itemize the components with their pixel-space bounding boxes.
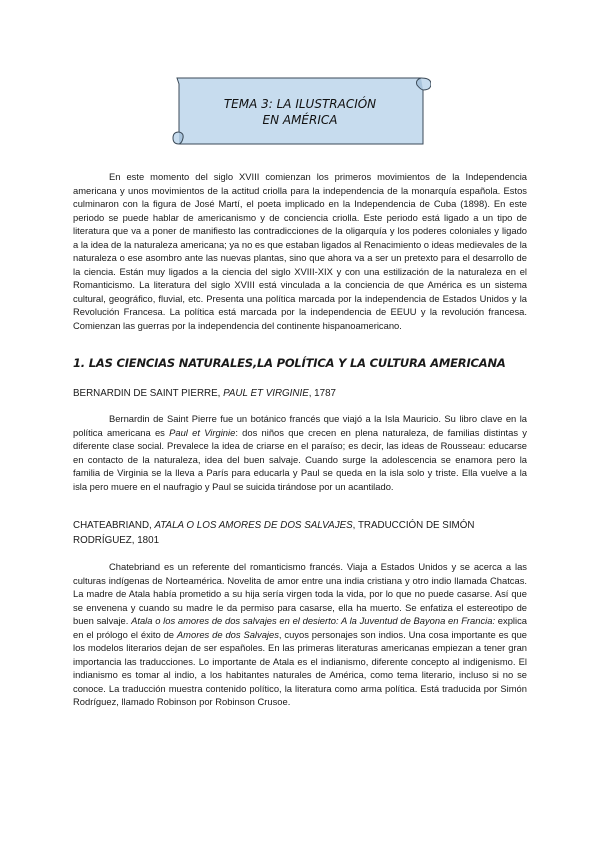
bernardin-paragraph [73,412,527,493]
intro-paragraph [73,170,527,332]
title-line-1: TEMA 3: LA ILUSTRACIÓN [223,97,377,111]
bernardin-work-title: PAUL ET VIRGINIE [223,388,309,399]
section-1-heading: 1. LAS CIENCIAS NATURALES,LA POLÍTICA Y LA CULTURA AMERICANA [73,356,506,370]
page-title [169,96,431,128]
title-scroll-banner [169,72,431,152]
chateaubriand-work-title: ATALA O LOS AMORES DE DOS SALVAJES [154,520,353,531]
bernardin-text-work: Paul et Virginie [169,426,236,438]
intro-text: En este momento del siglo XVIII comienzan los primeros movimientos de la Independencia americana y unos movimientos de la actitud criolla para la independencia de la monarquía española. Estos culminaron con la figura de José Martí, el poeta implicado en la Independencia de Cuba (1898). En este periodo se puede hablar de americanismo y de conciencia criolla. Este periodo está ligado a un tipo de literatura que va a poner de manifiesto las contradicciones de la oligarquía y los poderes coloniales y ligado a la idea de la naturaleza americana; ya no es que estaban ligados al Renacimiento o ideas medievales de la naturaleza o ese asombro ante las nuevas plantas, sino que ahora va a ser un pretexto para el desarrollo de la ciencia. Están muy ligados a la ciencia del siglo XVIII-XIX y con una estilización de la naturaleza en el Romanticismo. La literatura del siglo XVIII está vinculada a la conciencia de que América es un sistema cultural, geográfico, fluvial, etc. Presenta una política marcada por la independencia de Estados Unidos y la Revolución Francesa. La política está marcada por la independencia de EEUU y la revolución francesa. Comienzan las guerras por la independencia del continente hispanoamericano. [73,171,527,331]
title-line-2: EN AMÉRICA [262,113,338,127]
chateaubriand-text-work2: Amores de dos Salvajes [176,628,279,640]
chateaubriand-text-a: Chatebriand es un referente del romanticismo francés. Viaja a Estados Unidos y se acerca a las culturas indígenas de Norteamérica. Novelita de amor entre una india cristiana y otro indio llamada Chatcas. La madre de Atala había prometido a su hija sería virgen toda la vida, por lo que no puede casarse. Así que se envenena y cuando su madre le da permiso para casarse, ella ha muerto. Se enfatiza el estereotipo de buen salvaje. [73,561,527,626]
chateaubriand-author: CHATEABRIAND, [73,520,155,531]
chateaubriand-subheading [73,518,527,548]
bernardin-subheading [73,386,527,401]
chateaubriand-rest: , TRADUCCIÓN DE SIMÓN RODRÍGUEZ, 1801 [73,520,475,546]
bernardin-text-b: : dos niños que crecen en plena naturaleza, de familias distintas y diferente clase social. Prevalece la idea de criarse en el paraíso; es decir, las ideas de Rousseau: educarse en contacto de la naturaleza, idea del buen salvaje. Cuando surge la adolescencia se enamora pero la familia de Virginia se la lleva a París para educarla y Paul se queda en la isla solo y triste. Ella vuelve a la isla pero muere en el naufragio y Paul se suicida tirándose por un acantilado. [73,426,527,492]
chateaubriand-text-b: explica en el prólogo el éxito de [73,615,527,640]
chateaubriand-text-work1: Atala o los amores de dos salvajes en el desierto: A la Juventud de Bayona en Francia: [131,615,496,626]
bernardin-author: BERNARDIN DE SAINT PIERRE, [73,388,224,399]
bernardin-text-a: Bernardin de Saint Pierre fue un botánico francés que viajó a la Isla Mauricio. Su libro clave en la política americana es [73,413,527,438]
chateaubriand-text-c: , cuyos personajes son indios. Una cosa importante es que los modelos literarios dejan de ser españoles. En las primeras literaturas americanas empiezan a tener gran importancia las traducciones. Lo importante de Atala es el indianismo, diferente concepto al indigenismo. El indianismo es tomar al indio, a los habitantes naturales de América, como tema literario, incluso si no se conoce. La traducción muestra contenido político, la literatura como arma política. Está traducida por Simón Rodríguez, llamado Robinson por Robinson Crusoe. [73,628,528,707]
bernardin-year: , 1787 [308,388,336,399]
chateaubriand-paragraph [73,560,527,709]
